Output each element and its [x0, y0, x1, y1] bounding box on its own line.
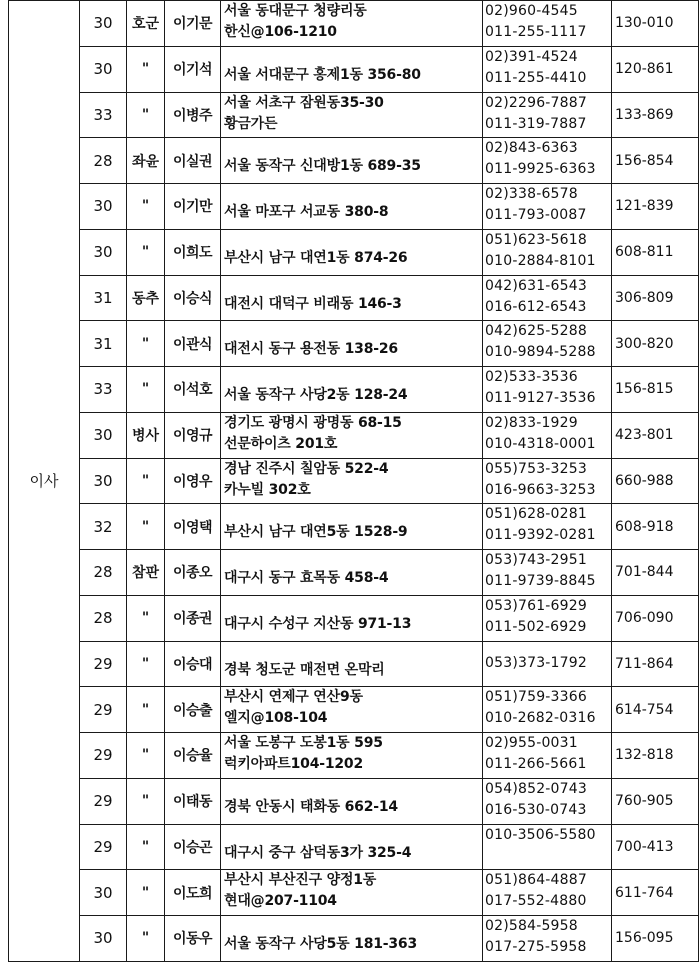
zip-cell: 120-861: [612, 46, 699, 92]
address-line: 대구시 동구 효목동 458-4: [224, 570, 389, 587]
rank-cell: ": [127, 824, 165, 870]
address-cell: [221, 687, 483, 733]
address-line: 서울 도봉구 도봉1동 595: [224, 735, 383, 751]
zip-cell: 701-844: [612, 550, 699, 596]
age-cell: 29: [80, 641, 127, 687]
phone-cell: [483, 870, 612, 916]
zip-cell: 760-905: [612, 778, 699, 824]
rank-cell: ": [127, 367, 165, 413]
phone-cell: [483, 412, 612, 458]
phone-number: 051)628-0281: [485, 506, 587, 523]
name-cell: 이기문: [165, 1, 221, 47]
rank-cell: ": [127, 733, 165, 779]
phone-number: 02)960-4545: [485, 3, 578, 19]
phone-cell: [483, 321, 612, 367]
address-line: 부산시 부산진구 양정1동: [224, 872, 377, 889]
name-cell: 이승율: [165, 733, 221, 779]
phone-number: 010-4318-0001: [485, 435, 596, 452]
address-cell: [221, 870, 483, 916]
address-line: 부산시 남구 대연5동 1528-9: [224, 524, 408, 541]
table-row: [9, 824, 699, 870]
address-line: 서울 서초구 잠원동35-30: [224, 94, 384, 111]
age-cell: 28: [80, 595, 127, 641]
address-line: 부산시 연제구 연산9동: [224, 689, 363, 706]
phone-cell: [483, 550, 612, 596]
address-line: 서울 동대문구 청량리동: [224, 3, 367, 19]
phone-number: 042)625-5288: [485, 323, 587, 340]
age-cell: 30: [80, 46, 127, 92]
address-line: 선문하이츠 201호: [224, 435, 338, 452]
zip-cell: 156-854: [612, 138, 699, 184]
phone-cell: [483, 229, 612, 275]
name-cell: 이희도: [165, 229, 221, 275]
phone-number: 02)843-6363: [485, 140, 578, 157]
phone-number: 017-275-5958: [485, 939, 587, 955]
age-cell: 30: [80, 229, 127, 275]
phone-number: 011-9925-6363: [485, 161, 596, 178]
rank-cell: ": [127, 229, 165, 275]
address-line: 경북 안동시 태화동 662-14: [224, 798, 398, 815]
rank-cell: ": [127, 916, 165, 962]
age-cell: 33: [80, 92, 127, 138]
age-cell: 29: [80, 733, 127, 779]
zip-cell: 132-818: [612, 733, 699, 779]
address-line: 대구시 중구 삼덕동3가 325-4: [224, 844, 412, 861]
phone-cell: [483, 504, 612, 550]
phone-number: 054)852-0743: [485, 780, 587, 797]
address-line: 부산시 남구 대연1동 874-26: [224, 249, 408, 266]
address-cell: [221, 595, 483, 641]
age-cell: 33: [80, 367, 127, 413]
phone-cell: [483, 138, 612, 184]
table-row: [9, 412, 699, 458]
address-line: 럭키아파트104-1202: [224, 756, 364, 772]
address-cell: [221, 550, 483, 596]
address-line: 경북 청도군 매전면 온막리: [224, 661, 385, 678]
phone-number: 042)631-6543: [485, 277, 587, 294]
rank-cell: ": [127, 870, 165, 916]
address-cell: [221, 184, 483, 230]
age-cell: 31: [80, 321, 127, 367]
address-cell: [221, 824, 483, 870]
name-cell: 이승대: [165, 641, 221, 687]
table-row: [9, 641, 699, 687]
address-line: 서울 동작구 신대방1동 689-35: [224, 158, 421, 175]
phone-cell: [483, 641, 612, 687]
phone-cell: [483, 778, 612, 824]
phone-number: 051)759-3366: [485, 689, 587, 706]
zip-cell: 608-918: [612, 504, 699, 550]
table-row: [9, 778, 699, 824]
phone-number: 02)2296-7887: [485, 94, 587, 111]
address-cell: [221, 778, 483, 824]
phone-number: 011-266-5661: [485, 756, 587, 772]
age-cell: 30: [80, 916, 127, 962]
address-cell: [221, 641, 483, 687]
name-cell: 이영규: [165, 412, 221, 458]
phone-number: 02)584-5958: [485, 918, 578, 934]
phone-number: 011-9739-8845: [485, 573, 596, 589]
address-cell: [221, 412, 483, 458]
address-cell: [221, 733, 483, 779]
age-cell: 30: [80, 1, 127, 47]
phone-number: 02)833-1929: [485, 414, 578, 431]
zip-cell: 423-801: [612, 412, 699, 458]
phone-number: 053)743-2951: [485, 552, 587, 568]
name-cell: 이종오: [165, 550, 221, 596]
phone-cell: [483, 733, 612, 779]
age-cell: 30: [80, 458, 127, 504]
rank-cell: ": [127, 504, 165, 550]
age-cell: 32: [80, 504, 127, 550]
address-cell: [221, 92, 483, 138]
phone-number: 010-2682-0316: [485, 710, 596, 727]
rank-cell: 좌윤: [127, 138, 165, 184]
address-line: 서울 서대문구 홍제1동 356-80: [224, 66, 421, 83]
table-row: [9, 687, 699, 733]
phone-cell: [483, 458, 612, 504]
age-cell: 29: [80, 824, 127, 870]
table-row: [9, 184, 699, 230]
phone-number: 011-793-0087: [485, 207, 587, 223]
zip-cell: 156-095: [612, 916, 699, 962]
rank-cell: ": [127, 687, 165, 733]
rank-cell: ": [127, 321, 165, 367]
phone-number: 02)338-6578: [485, 186, 578, 202]
name-cell: 이기만: [165, 184, 221, 230]
address-cell: [221, 458, 483, 504]
address-line: 엘지@108-104: [224, 710, 328, 727]
name-cell: 이태동: [165, 778, 221, 824]
phone-cell: [483, 824, 612, 870]
name-cell: 이영우: [165, 458, 221, 504]
phone-cell: [483, 46, 612, 92]
zip-cell: 130-010: [612, 1, 699, 47]
table-row: [9, 1, 699, 47]
rank-cell: 병사: [127, 412, 165, 458]
zip-cell: 121-839: [612, 184, 699, 230]
age-cell: 28: [80, 138, 127, 184]
rank-cell: 호군: [127, 1, 165, 47]
table-row: [9, 275, 699, 321]
phone-number: 016-530-0743: [485, 801, 587, 818]
rank-cell: 참판: [127, 550, 165, 596]
phone-number: 051)623-5618: [485, 231, 587, 248]
address-cell: [221, 138, 483, 184]
address-cell: [221, 367, 483, 413]
name-cell: 이도희: [165, 870, 221, 916]
address-line: 황금가든: [224, 115, 278, 132]
name-cell: 이실권: [165, 138, 221, 184]
name-cell: 이관식: [165, 321, 221, 367]
phone-cell: [483, 1, 612, 47]
zip-cell: 711-864: [612, 641, 699, 687]
zip-cell: 614-754: [612, 687, 699, 733]
zip-cell: 133-869: [612, 92, 699, 138]
name-cell: 이석호: [165, 367, 221, 413]
age-cell: 31: [80, 275, 127, 321]
phone-number: 055)753-3253: [485, 460, 587, 477]
rank-cell: ": [127, 458, 165, 504]
age-cell: 30: [80, 870, 127, 916]
age-cell: 29: [80, 778, 127, 824]
zip-cell: 608-811: [612, 229, 699, 275]
address-line: 대전시 동구 용전동 138-26: [224, 341, 398, 358]
address-cell: [221, 275, 483, 321]
table-row: [9, 595, 699, 641]
address-line: 경남 진주시 칠암동 522-4: [224, 460, 389, 477]
section-label: 이사: [9, 1, 80, 962]
zip-cell: 300-820: [612, 321, 699, 367]
address-line: 경기도 광명시 광명동 68-15: [224, 414, 402, 431]
address-line: 서울 동작구 사당5동 181-363: [224, 936, 418, 953]
rank-cell: ": [127, 778, 165, 824]
zip-cell: 660-988: [612, 458, 699, 504]
address-line: 한신@106-1210: [224, 24, 337, 40]
address-line: 대전시 대덕구 비래동 146-3: [224, 295, 402, 312]
address-line: 카누빌 302호: [224, 481, 311, 498]
address-cell: [221, 1, 483, 47]
phone-number: 053)761-6929: [485, 597, 587, 614]
address-cell: [221, 229, 483, 275]
zip-cell: 306-809: [612, 275, 699, 321]
name-cell: 이승식: [165, 275, 221, 321]
roster-table: [8, 0, 699, 962]
address-cell: [221, 916, 483, 962]
rank-cell: ": [127, 595, 165, 641]
phone-number: 02)955-0031: [485, 735, 578, 751]
phone-cell: [483, 687, 612, 733]
address-cell: [221, 46, 483, 92]
phone-cell: [483, 367, 612, 413]
table-row: [9, 46, 699, 92]
zip-cell: 700-413: [612, 824, 699, 870]
phone-number: 011-9392-0281: [485, 527, 596, 544]
table-row: [9, 458, 699, 504]
phone-number: 011-255-4410: [485, 69, 587, 86]
phone-number: 051)864-4887: [485, 872, 587, 889]
table-row: [9, 916, 699, 962]
address-line: 대구시 수성구 지산동 971-13: [224, 615, 412, 632]
name-cell: 이승출: [165, 687, 221, 733]
phone-number: 011-502-6929: [485, 618, 587, 635]
name-cell: 이동우: [165, 916, 221, 962]
phone-number: 011-9127-3536: [485, 390, 596, 406]
table-row: [9, 550, 699, 596]
phone-number: 053)373-1792: [485, 655, 587, 672]
phone-number: 010-2884-8101: [485, 252, 596, 269]
rank-cell: 동추: [127, 275, 165, 321]
phone-cell: [483, 916, 612, 962]
rank-cell: ": [127, 92, 165, 138]
age-cell: 30: [80, 184, 127, 230]
phone-cell: [483, 595, 612, 641]
table-row: [9, 733, 699, 779]
table-row: [9, 92, 699, 138]
table-row: [9, 870, 699, 916]
phone-number: 011-319-7887: [485, 115, 587, 132]
phone-number: 02)391-4524: [485, 48, 578, 65]
phone-cell: [483, 275, 612, 321]
phone-number: 011-255-1117: [485, 24, 587, 40]
phone-number: 010-9894-5288: [485, 344, 596, 361]
table-row: [9, 504, 699, 550]
phone-number: 010-3506-5580: [485, 826, 596, 843]
phone-cell: [483, 184, 612, 230]
name-cell: 이기석: [165, 46, 221, 92]
address-cell: [221, 321, 483, 367]
phone-number: 02)533-3536: [485, 369, 578, 385]
phone-number: 016-9663-3253: [485, 481, 596, 498]
age-cell: 28: [80, 550, 127, 596]
table-row: [9, 367, 699, 413]
address-line: 서울 동작구 사당2동 128-24: [224, 387, 408, 404]
phone-cell: [483, 92, 612, 138]
age-cell: 30: [80, 412, 127, 458]
name-cell: 이승곤: [165, 824, 221, 870]
table-row: [9, 138, 699, 184]
age-cell: 29: [80, 687, 127, 733]
phone-number: 017-552-4880: [485, 893, 587, 910]
name-cell: 이종권: [165, 595, 221, 641]
address-line: 현대@207-1104: [224, 893, 337, 910]
name-cell: 이영택: [165, 504, 221, 550]
table-row: [9, 321, 699, 367]
name-cell: 이병주: [165, 92, 221, 138]
phone-number: 016-612-6543: [485, 298, 587, 315]
rank-cell: ": [127, 46, 165, 92]
rank-cell: ": [127, 184, 165, 230]
address-cell: [221, 504, 483, 550]
zip-cell: 706-090: [612, 595, 699, 641]
table-row: [9, 229, 699, 275]
address-line: 서울 마포구 서교동 380-8: [224, 204, 389, 221]
zip-cell: 611-764: [612, 870, 699, 916]
rank-cell: ": [127, 641, 165, 687]
zip-cell: 156-815: [612, 367, 699, 413]
